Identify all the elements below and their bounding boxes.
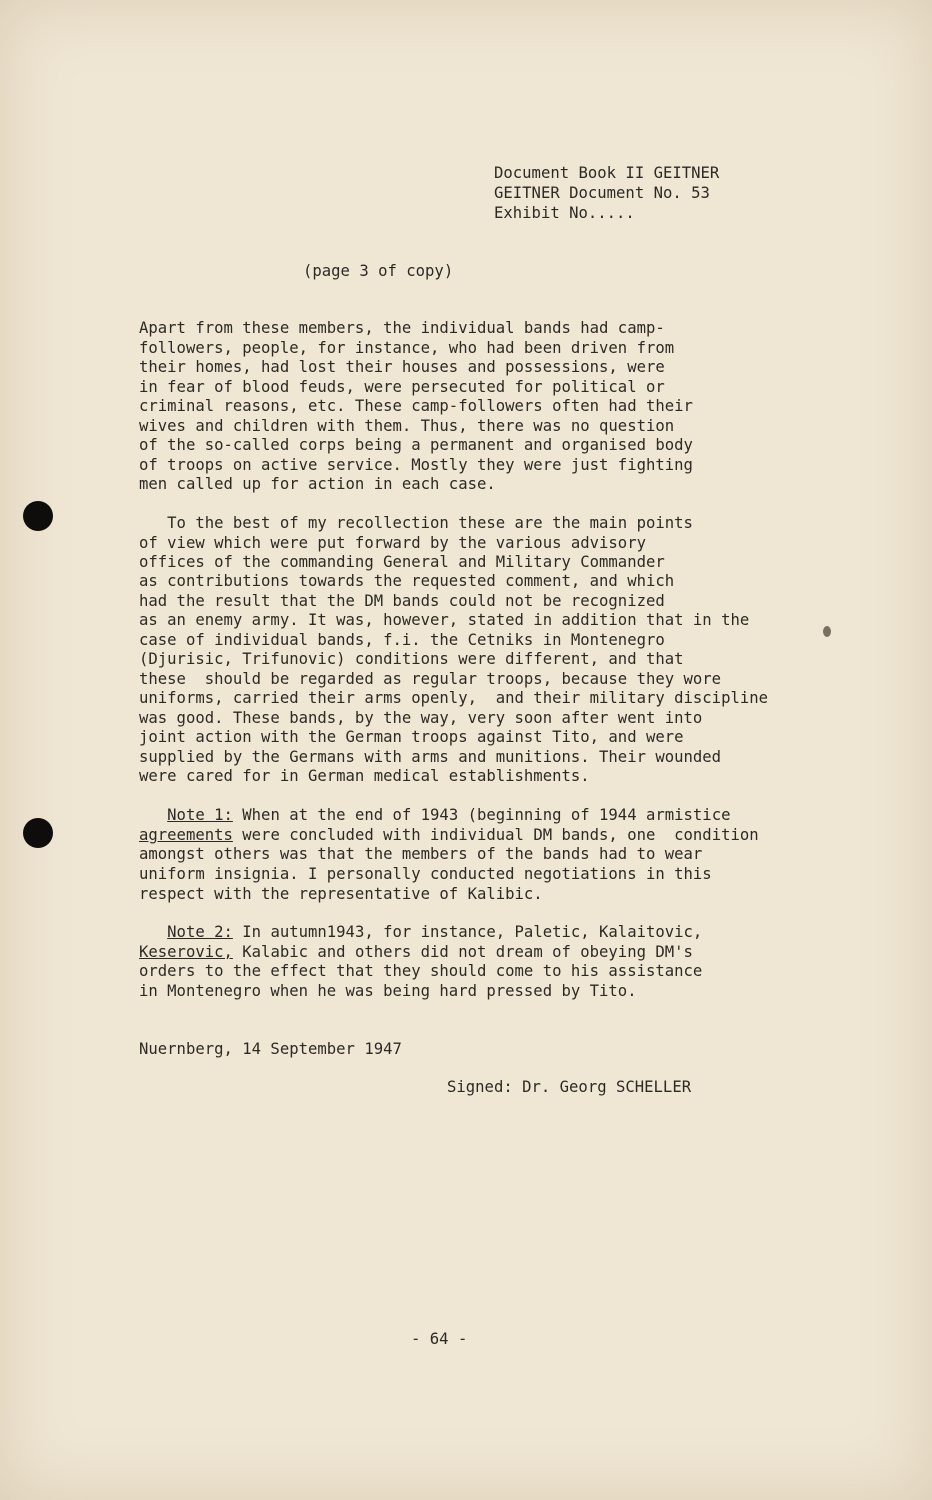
text-line: as an enemy army. It was, however, stated in addition that in the xyxy=(139,611,750,629)
text-line: case of individual bands, f.i. the Cetniks in Montenegro xyxy=(139,631,665,649)
text-line: were cared for in German medical establishments. xyxy=(139,767,590,785)
header-line: GEITNER Document No. 53 xyxy=(494,184,710,202)
text-line: of the so-called corps being a permanent and organised body xyxy=(139,436,693,454)
page-reference: (page 3 of copy) xyxy=(303,262,454,280)
text-line: men called up for action in each case. xyxy=(139,475,496,493)
punch-hole xyxy=(23,818,53,848)
text-line: joint action with the German troops against Tito, and were xyxy=(139,728,684,746)
text-line: was good. These bands, by the way, very soon after went into xyxy=(139,709,703,727)
text-line: orders to the effect that they should come to his assistance xyxy=(139,962,703,980)
note-2-label: Note 2: xyxy=(167,923,233,941)
text-line: criminal reasons, etc. These camp-followers often had their xyxy=(139,397,693,415)
text-line: had the result that the DM bands could not be recognized xyxy=(139,592,665,610)
text-line: their homes, had lost their houses and possessions, were xyxy=(139,358,665,376)
note-2-text: In autumn1943, for instance, Paletic, Kalaitovic, xyxy=(232,923,703,941)
text-line: of troops on active service. Mostly they were just fighting xyxy=(139,456,693,474)
text-line: of view which were put forward by the various advisory xyxy=(139,534,646,552)
note-2-first-line xyxy=(139,923,702,942)
text-line: supplied by the Germans with arms and munitions. Their wounded xyxy=(139,748,722,766)
header-line: Exhibit No..... xyxy=(494,204,635,222)
note-1-first-line xyxy=(139,806,730,825)
text-line: uniform insignia. I personally conducted negotiations in this xyxy=(139,865,712,883)
note-2-text: Kalabic and others did not dream of obeying DM's xyxy=(232,943,693,961)
note-2-second-line xyxy=(139,943,693,962)
punch-hole xyxy=(23,501,53,531)
text-line: uniforms, carried their arms openly, and their military discipline xyxy=(139,689,769,707)
note-1-label: Note 1: xyxy=(167,806,233,824)
text-line: wives and children with them. Thus, there was no question xyxy=(139,417,675,435)
note-1-underlined: agreements xyxy=(139,826,233,844)
text-line: offices of the commanding General and Military Commander xyxy=(139,553,665,571)
text-line: these should be regarded as regular troops, because they wore xyxy=(139,670,722,688)
date-place: Nuernberg, 14 September 1947 xyxy=(139,1040,402,1058)
text-line: followers, people, for instance, who had been driven from xyxy=(139,339,675,357)
text-line: in fear of blood feuds, were persecuted for political or xyxy=(139,378,665,396)
header-line: Document Book II GEITNER xyxy=(494,164,720,182)
note-1-text: When at the end of 1943 (beginning of 1944 armistice xyxy=(232,806,731,824)
text-line: Apart from these members, the individual bands had camp- xyxy=(139,319,665,337)
text-line: as contributions towards the requested comment, and which xyxy=(139,572,675,590)
text-line: in Montenegro when he was being hard pressed by Tito. xyxy=(139,982,637,1000)
signature: Signed: Dr. Georg SCHELLER xyxy=(447,1078,692,1096)
text-line: To the best of my recollection these are the main points xyxy=(139,514,693,532)
text-line: amongst others was that the members of the bands had to wear xyxy=(139,845,703,863)
ink-speck xyxy=(823,626,831,637)
note-1-text: were concluded with individual DM bands, one condition xyxy=(232,826,759,844)
text-line: respect with the representative of Kalibic. xyxy=(139,885,543,903)
note-1-second-line xyxy=(139,826,759,845)
note-2-underlined: Keserovic, xyxy=(139,943,233,961)
text-line: (Djurisic, Trifunovic) conditions were different, and that xyxy=(139,650,684,668)
page-number: - 64 - xyxy=(411,1330,468,1348)
